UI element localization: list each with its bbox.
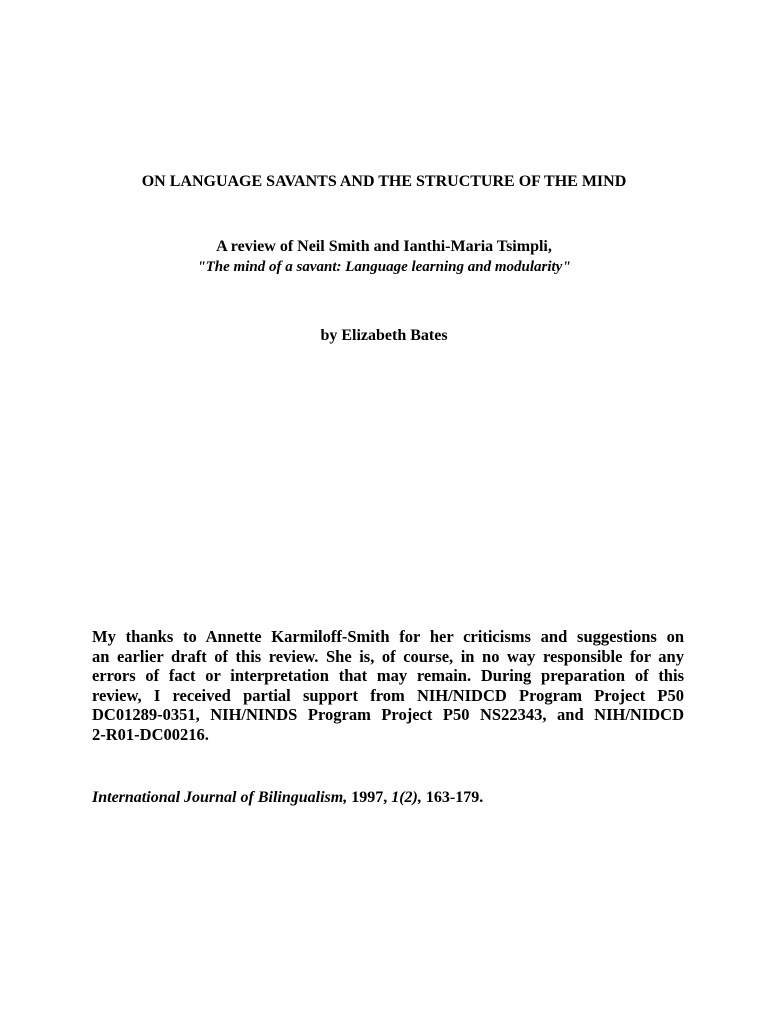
acknowledgment-line: an earlier draft of this review. She is, of course, in no way responsible for any (92, 646, 684, 666)
acknowledgment-line: review, I received partial support from NIH/NIDCD Program Project P50 (92, 685, 684, 705)
acknowledgment-line: 2-R01-DC00216. (92, 724, 209, 744)
document-title: ON LANGUAGE SAVANTS AND THE STRUCTURE OF THE MIND (141, 173, 627, 190)
citation-pages: 163-179 (421, 789, 480, 806)
author-line: by Elizabeth Bates (320, 327, 448, 344)
citation-year: 1997, (347, 789, 392, 806)
citation-end: . (479, 789, 484, 806)
journal-citation (92, 789, 483, 807)
acknowledgment-line: My thanks to Annette Karmiloff-Smith for her criticisms and suggestions on (92, 627, 684, 646)
acknowledgment-line: errors of fact or interpretation that may remain. During preparation of this (92, 666, 684, 685)
citation-issue: 1(2), (391, 789, 422, 806)
acknowledgment-line: DC01289-0351, NIH/NINDS Program Project P50 NS22343, and NIH/NIDCD (92, 705, 684, 724)
reviewed-book-title: "The mind of a savant: Language learning and modularity" (197, 259, 571, 275)
review-subtitle: A review of Neil Smith and Ianthi-Maria Tsimpli, (216, 238, 552, 255)
citation-journal: International Journal of Bilingualism, (92, 789, 348, 806)
acknowledgment-paragraph (92, 627, 684, 744)
